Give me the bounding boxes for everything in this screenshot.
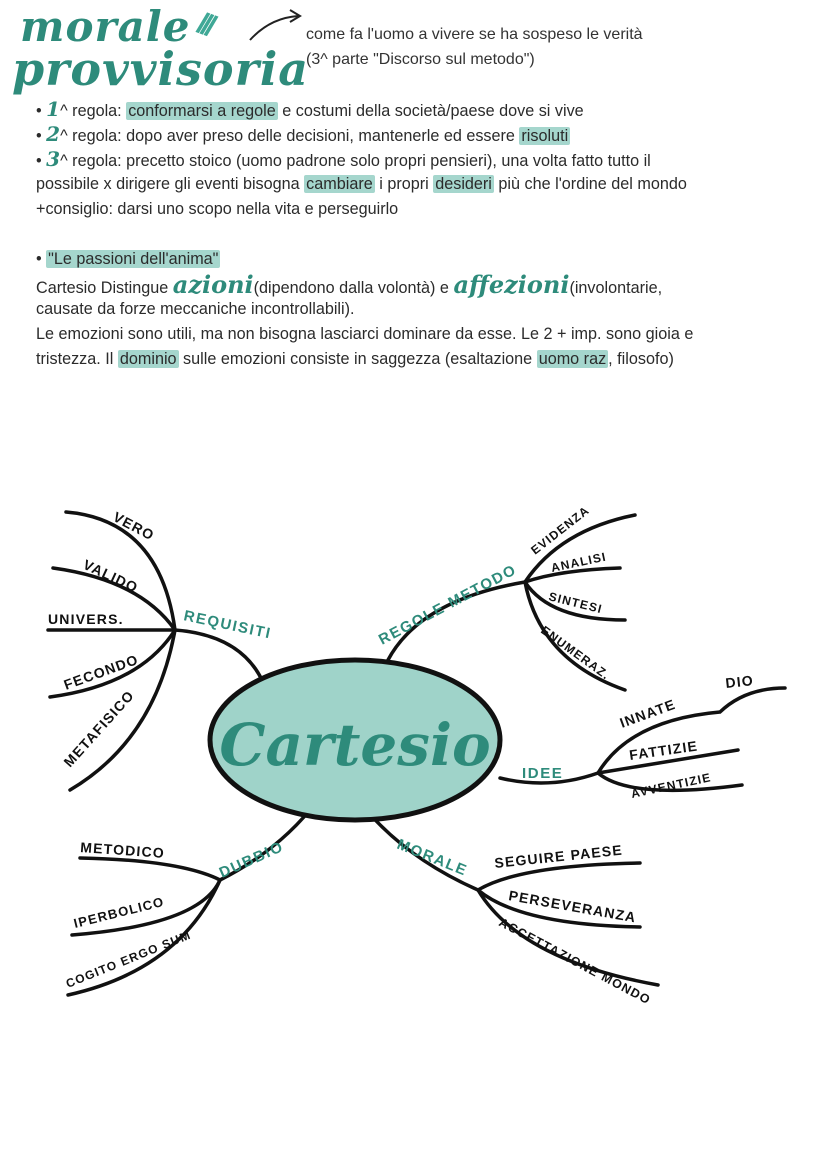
highlight: risoluti bbox=[521, 127, 569, 145]
dubbio-item: COGITO ERGO SUM bbox=[63, 927, 194, 991]
rule-number: 3 bbox=[46, 147, 61, 171]
rule-3: • 3^ regola: precetto stoico (uomo padrone solo propri pensieri), una volta fatto tutto il bbox=[36, 147, 651, 171]
title-provvisoria: provvisoria bbox=[12, 42, 310, 96]
dubbio-label: DUBBIO bbox=[216, 838, 287, 882]
requisiti-item: VERO bbox=[110, 508, 158, 544]
affezioni-word: affezioni bbox=[453, 270, 570, 299]
decorative-slashes-icon: /// bbox=[192, 6, 217, 43]
morale-item: SEGUIRE PAESE bbox=[493, 841, 624, 871]
dubbio-item: IPERBOLICO bbox=[72, 893, 166, 931]
passioni-line-2: causate da forze meccaniche incontrollabili). bbox=[36, 300, 355, 318]
regole-item: EVIDENZA bbox=[528, 503, 593, 558]
highlight: cambiare bbox=[306, 175, 373, 193]
dubbio-item: METODICO bbox=[79, 839, 166, 861]
morale-label: MORALE bbox=[394, 835, 471, 880]
regole-label: REGOLE METODO bbox=[375, 561, 520, 649]
regole-item: SINTESI bbox=[547, 589, 605, 617]
passioni-line-3: Le emozioni sono utili, ma non bisogna lasciarci dominare da esse. Le 2 + imp. sono gioia e bbox=[36, 325, 694, 343]
idee-label: IDEE bbox=[522, 765, 564, 782]
morale-item: ACCETTAZIONE MONDO bbox=[496, 915, 654, 1008]
rule-number: 2 bbox=[46, 122, 61, 146]
idee-item: DIO bbox=[724, 672, 755, 691]
rule-3-line-2: possibile x dirigere gli eventi bisogna cambiare i propri desideri più che l'ordine del mondo bbox=[36, 175, 687, 193]
morale-item: PERSEVERANZA bbox=[507, 887, 638, 926]
regole-item: ANALISI bbox=[549, 549, 608, 575]
highlight: desideri bbox=[435, 175, 492, 193]
requisiti-item: FECONDO bbox=[61, 650, 141, 693]
rule-3-line-3: +consiglio: darsi uno scopo nella vita e perseguirlo bbox=[36, 200, 399, 218]
highlight: dominio bbox=[119, 350, 177, 368]
rule-number: 1 bbox=[46, 97, 61, 121]
idee-item: AVVENTIZIE bbox=[629, 770, 713, 801]
requisiti-item: METAFISICO bbox=[60, 686, 138, 771]
requisiti-item: UNIVERS. bbox=[48, 611, 124, 627]
subtitle-line-1: come fa l'uomo a vivere se ha sospeso le verità bbox=[306, 26, 643, 43]
title-morale: morale bbox=[20, 2, 191, 51]
regole-item: ENUMERAZ. bbox=[538, 623, 613, 683]
rule-2: • 2^ regola: dopo aver preso delle decisioni, mantenerle ed essere risoluti bbox=[36, 122, 569, 146]
highlight: conformarsi a regole bbox=[128, 102, 276, 120]
subtitle-line-2: (3^ parte "Discorso sul metodo") bbox=[306, 51, 535, 68]
azioni-word: azioni bbox=[172, 270, 254, 299]
requisiti-label: REQUISITI bbox=[182, 607, 274, 643]
passioni-line-1: Cartesio Distingue azioni(dipendono dalla volontà) e affezioni(involontarie, bbox=[36, 270, 663, 299]
highlight: "Le passioni dell'anima" bbox=[48, 250, 219, 268]
center-label: Cartesio bbox=[219, 711, 491, 779]
highlight: uomo raz bbox=[538, 350, 607, 368]
passioni-title: • "Le passioni dell'anima" bbox=[36, 250, 219, 268]
idee-item: FATTIZIE bbox=[628, 737, 699, 763]
requisiti-item: VALIDO bbox=[80, 556, 142, 596]
rule-1: • 1^ regola: conformarsi a regole e costumi della società/paese dove si vive bbox=[36, 97, 584, 121]
passioni-line-4: tristezza. Il dominio sulle emozioni consiste in saggezza (esaltazione uomo raz , filosofo) bbox=[36, 350, 674, 368]
idee-item: INNATE bbox=[617, 695, 678, 731]
